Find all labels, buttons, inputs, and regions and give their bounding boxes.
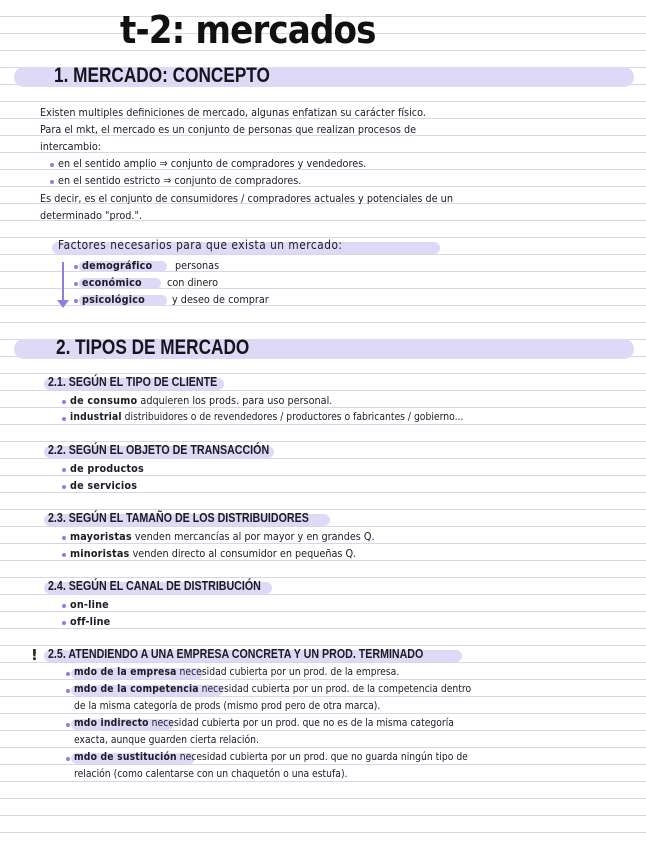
- factor-keyword: económico: [82, 276, 142, 289]
- bullet-dot: [74, 282, 78, 286]
- bullet-dot: [66, 689, 70, 693]
- factor-desc: y deseo de comprar: [172, 293, 269, 306]
- bullet-dot: [62, 485, 66, 489]
- list-item: minoristas venden directo al consumidor en pequeñas Q.: [70, 547, 357, 560]
- bullet-dot: [62, 400, 66, 404]
- bullet-dot: [62, 604, 66, 608]
- factor-desc: personas: [175, 259, 220, 272]
- list-item: en el sentido amplio ⇒ conjunto de compradores y vendedores.: [58, 157, 367, 170]
- factors-title: Factores necesarios para que exista un mercado:: [58, 238, 343, 252]
- factor-keyword: psicológico: [82, 293, 145, 306]
- subheading: 2.3. SEGÚN EL TAMAÑO DE LOS DISTRIBUIDORES: [48, 510, 309, 525]
- bullet-dot: [50, 163, 54, 167]
- list-item: on-line: [70, 598, 109, 611]
- bullet-dot: [62, 621, 66, 625]
- bullet-dot: [62, 553, 66, 557]
- bullet-dot: [66, 757, 70, 761]
- bullet-dot: [62, 417, 66, 421]
- list-item-continuation: relación (como calentarse con un chaquetón o una estufa).: [74, 768, 348, 780]
- section-heading-concepto: 1. MERCADO: CONCEPTO: [54, 64, 270, 87]
- bullet-dot: [74, 265, 78, 269]
- list-item-continuation: de la misma categoría de prods (mismo prod pero de otra marca).: [74, 700, 381, 712]
- subheading: 2.4. SEGÚN EL CANAL DE DISTRIBUCIÓN: [48, 578, 261, 593]
- paragraph-line: Para el mkt, el mercado es un conjunto de personas que realizan procesos de: [40, 123, 417, 136]
- factor-desc: con dinero: [167, 276, 219, 289]
- subheading: 2.2. SEGÚN EL OBJETO DE TRANSACCIÓN: [48, 442, 270, 457]
- subheading: 2.1. SEGÚN EL TIPO DE CLIENTE: [48, 374, 218, 389]
- down-arrow-icon: [57, 300, 69, 308]
- list-item: industrial distribuidores o de revendedores / productores o fabricantes / gobierno...: [70, 411, 464, 423]
- bullet-dot: [66, 672, 70, 676]
- page-title: t-2: mercados: [120, 8, 376, 52]
- bullet-dot: [50, 180, 54, 184]
- exclamation-mark: !: [31, 646, 38, 664]
- list-item: en el sentido estricto ⇒ conjunto de compradores.: [58, 174, 302, 187]
- list-item: de productos: [70, 462, 144, 475]
- list-item: de consumo adquieren los prods. para uso personal.: [70, 394, 333, 407]
- list-item: mdo de sustitución necesidad cubierta por un prod. que no guarda ningún tipo de: [74, 751, 468, 763]
- list-item: mdo indirecto necesidad cubierta por un prod. que no es de la misma categoría: [74, 717, 454, 729]
- factor-keyword: demográfico: [82, 259, 153, 272]
- list-item: de servicios: [70, 479, 138, 492]
- paragraph-line: Existen multiples definiciones de mercado, algunas enfatizan su carácter físico.: [40, 106, 426, 119]
- bullet-dot: [66, 723, 70, 727]
- paragraph-line: determinado "prod.".: [40, 209, 143, 222]
- list-item: mdo de la empresa necesidad cubierta por un prod. de la empresa.: [74, 666, 400, 678]
- bullet-dot: [74, 299, 78, 303]
- bullet-dot: [62, 468, 66, 472]
- arrow-line: [62, 262, 64, 304]
- paragraph-line: intercambio:: [40, 140, 102, 153]
- list-item-continuation: exacta, aunque guarden cierta relación.: [74, 734, 259, 746]
- section-heading-tipos: 2. TIPOS DE MERCADO: [56, 336, 250, 359]
- list-item: mdo de la competencia necesidad cubierta por un prod. de la competencia dentro: [74, 683, 472, 695]
- list-item: off-line: [70, 615, 111, 628]
- subheading: 2.5. ATENDIENDO A UNA EMPRESA CONCRETA Y UN PROD. TERMINADO: [48, 646, 424, 661]
- paragraph-line: Es decir, es el conjunto de consumidores / compradores actuales y potenciales de un: [40, 192, 453, 205]
- bullet-dot: [62, 536, 66, 540]
- list-item: mayoristas venden mercancías al por mayor y en grandes Q.: [70, 530, 375, 543]
